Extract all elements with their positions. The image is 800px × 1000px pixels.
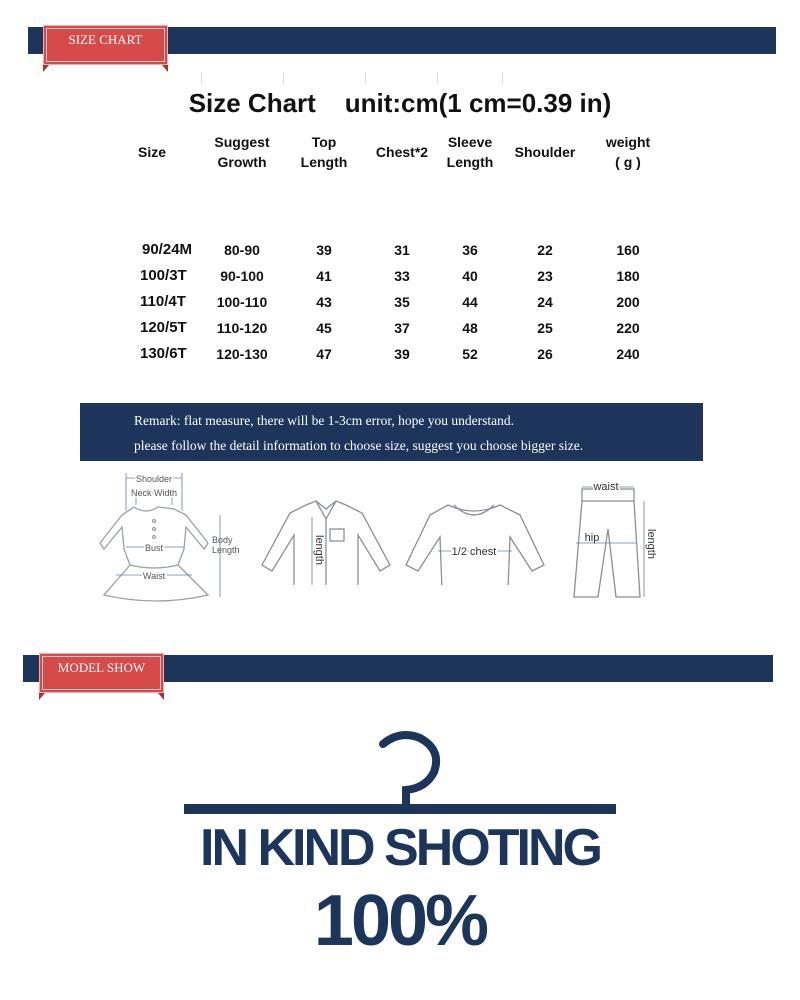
sweater-chest-label: 1/2 chest: [451, 546, 497, 558]
header-suggest-growth: Suggest Growth: [214, 134, 270, 170]
cell-size: 90/24M: [142, 241, 193, 258]
cell-size: 110/4T: [140, 293, 186, 310]
size-chart-tag: [43, 25, 168, 65]
cell-weight: 180: [616, 268, 640, 284]
cell-weight: 160: [616, 242, 640, 258]
shirt-length-label: length: [313, 535, 325, 565]
pants-waist-label: waist: [593, 481, 619, 493]
cell-top-length: 45: [316, 320, 332, 336]
cell-growth: 90-100: [220, 268, 264, 284]
cell-chest: 37: [394, 320, 410, 336]
cell-sleeve: 52: [462, 346, 478, 362]
cell-shoulder: 24: [537, 294, 553, 310]
pants-length-label: length: [645, 529, 657, 559]
headline: IN KIND SHOTING: [200, 819, 600, 877]
cell-sleeve: 48: [462, 320, 478, 336]
cell-growth: 110-120: [216, 320, 268, 336]
model-show-tag-label: MODEL SHOW: [57, 660, 146, 675]
cell-shoulder: 23: [537, 268, 553, 284]
remark-line-1: Remark: flat measure, there will be 1-3cm error, hope you understand.: [134, 413, 514, 428]
cell-growth: 120-130: [216, 346, 268, 362]
size-chart-tag-label: SIZE CHART: [68, 32, 143, 47]
header-top-length: Top Length: [300, 134, 348, 170]
cell-weight: 240: [616, 346, 640, 362]
pants-hip-label: hip: [584, 532, 600, 544]
pants-illustration: [568, 465, 668, 605]
percent-text: 100%: [313, 881, 487, 961]
cell-sleeve: 40: [462, 268, 478, 284]
size-chart-title: Size Chart unit:cm(1 cm=0.39 in): [188, 88, 612, 118]
cell-top-length: 43: [316, 294, 332, 310]
cell-chest: 39: [394, 346, 410, 362]
table-row: [0, 315, 800, 341]
cell-weight: 220: [616, 320, 640, 336]
dress-shoulder-label: Shoulder: [135, 474, 173, 484]
header-shoulder: Shoulder: [514, 144, 576, 160]
dress-body-length-label: Body Length: [212, 535, 240, 555]
table-row: [0, 263, 800, 289]
hanger-icon: [180, 728, 620, 820]
model-show-tag: [39, 653, 164, 693]
dress-neck-label: Neck Width: [130, 488, 178, 498]
cell-shoulder: 26: [537, 346, 553, 362]
remark-line-2: please follow the detail information to choose size, suggest you choose bigger size.: [134, 438, 584, 453]
header-chest: Chest*2: [375, 144, 429, 160]
cell-weight: 200: [616, 294, 640, 310]
cell-top-length: 41: [316, 268, 332, 284]
cell-chest: 33: [394, 268, 410, 284]
remark-box: [80, 403, 703, 461]
shirt-illustration: [258, 465, 394, 585]
cell-top-length: 39: [316, 242, 332, 258]
table-row: [0, 289, 800, 315]
cell-chest: 31: [394, 242, 410, 258]
cell-sleeve: 36: [462, 242, 478, 258]
table-row: [0, 237, 800, 263]
cell-sleeve: 44: [462, 294, 478, 310]
header-size: Size: [137, 144, 166, 160]
cell-top-length: 47: [316, 346, 332, 362]
dress-illustration: [86, 465, 246, 610]
cell-chest: 35: [394, 294, 410, 310]
cell-growth: 80-90: [224, 242, 260, 258]
cell-size: 120/5T: [140, 319, 187, 336]
cell-growth: 100-110: [216, 294, 268, 310]
cell-shoulder: 25: [537, 320, 553, 336]
table-row: [0, 341, 800, 367]
sweater-illustration: [402, 465, 552, 585]
header-sleeve-length: Sleeve Length: [446, 134, 494, 170]
cell-size: 130/6T: [140, 345, 187, 362]
dress-waist-label: Waist: [142, 571, 166, 581]
cell-size: 100/3T: [140, 267, 187, 284]
cell-shoulder: 22: [537, 242, 553, 258]
dress-bust-label: Bust: [144, 543, 164, 553]
header-weight: weight ( g ): [605, 134, 651, 170]
